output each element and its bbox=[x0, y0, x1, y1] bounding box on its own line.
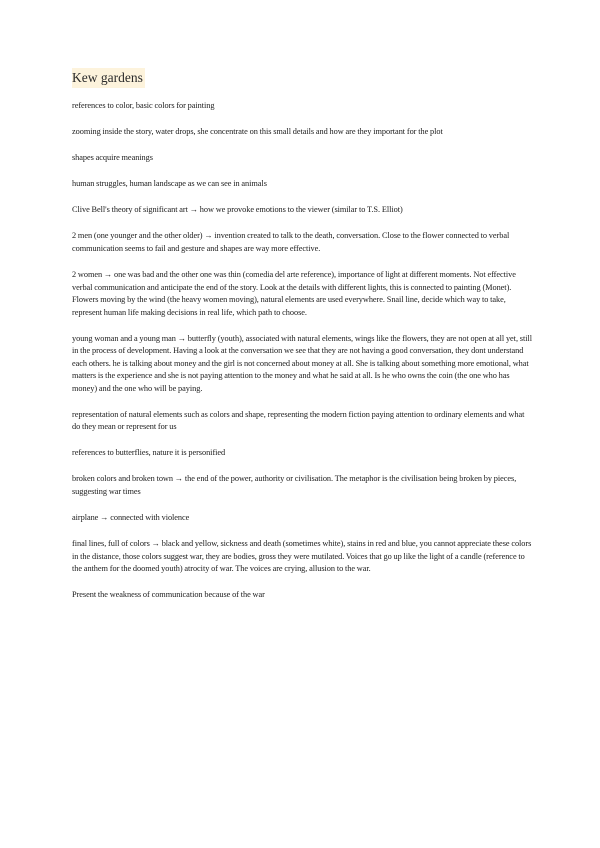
paragraph-shapes: shapes acquire meanings bbox=[72, 153, 153, 163]
document-body bbox=[72, 68, 534, 615]
paragraph-airplane: airplane → connected with violence bbox=[72, 513, 190, 523]
paragraph-human-struggles: human struggles, human landscape as we can see in animals bbox=[72, 179, 267, 189]
paragraph-clive-bell: Clive Bell's theory of significant art → how we provoke emotions to the viewer (similar to T.S. Elliot) bbox=[72, 205, 403, 215]
paragraph-two-women: 2 women → one was bad and the other one was thin (comedia del arte reference), importance of light at different moments. Not effective verbal communication and anticipate the end of the story. Look at the details with different lights, this is connected to painting (Monet). Flowers moving by the wind (the heavy women moving), natural elements are used everywhere. Snail line, decide which way to take, represent human life making decisions in real life, which path to choose. bbox=[72, 270, 516, 317]
paragraph-broken-colors: broken colors and broken town → the end of the power, authority or civilisation. The metaphor is the civilisation being broken by pieces, suggesting war times bbox=[72, 474, 517, 496]
paragraph-weakness-communication: Present the weakness of communication because of the war bbox=[72, 590, 265, 600]
paragraph-butterflies: references to butterflies, nature it is personified bbox=[72, 448, 226, 458]
document-title: Kew gardens bbox=[72, 68, 145, 88]
paragraph-color-references: references to color, basic colors for painting bbox=[72, 101, 215, 110]
paragraph-zooming: zooming inside the story, water drops, she concentrate on this small details and how are they important for the plot bbox=[72, 127, 443, 137]
paragraph-young-couple: young woman and a young man → butterfly (youth), associated with natural elements, wings like the flowers, they are not open at all yet, still in the process of development. Having a look at the conversation we see that they are not having a good conversation, they dont understand each others. he is talking about money and the girl is not concerned about money at all. She is talking about something more emotional, what matters is the experience and she is not paying attention to the money and what he said at all. Is he who owns the coin (the one who has money) and the one who will be paying. bbox=[72, 333, 532, 393]
paragraph-two-men: 2 men (one younger and the other older) → invention created to talk to the death, conversation. Close to the flower connected to verbal communication seems to fail and gesture and shapes are way more effective. bbox=[72, 231, 510, 253]
paragraph-final-lines: final lines, full of colors → black and yellow, sickness and death (sometimes white), stains in red and blue, you cannot appreciate these colors in the distance, those colors suggest war, they are bodies, gross they were mutilated. Voices that go up like the light of a candle (reference to the anthem for the doomed youth) atrocity of war. The voices are crying, allusion to the war. bbox=[72, 539, 532, 574]
paragraph-natural-elements: representation of natural elements such as colors and shape, representing the modern fiction paying attention to ordinary elements and what do they mean or represent for us bbox=[72, 409, 525, 432]
